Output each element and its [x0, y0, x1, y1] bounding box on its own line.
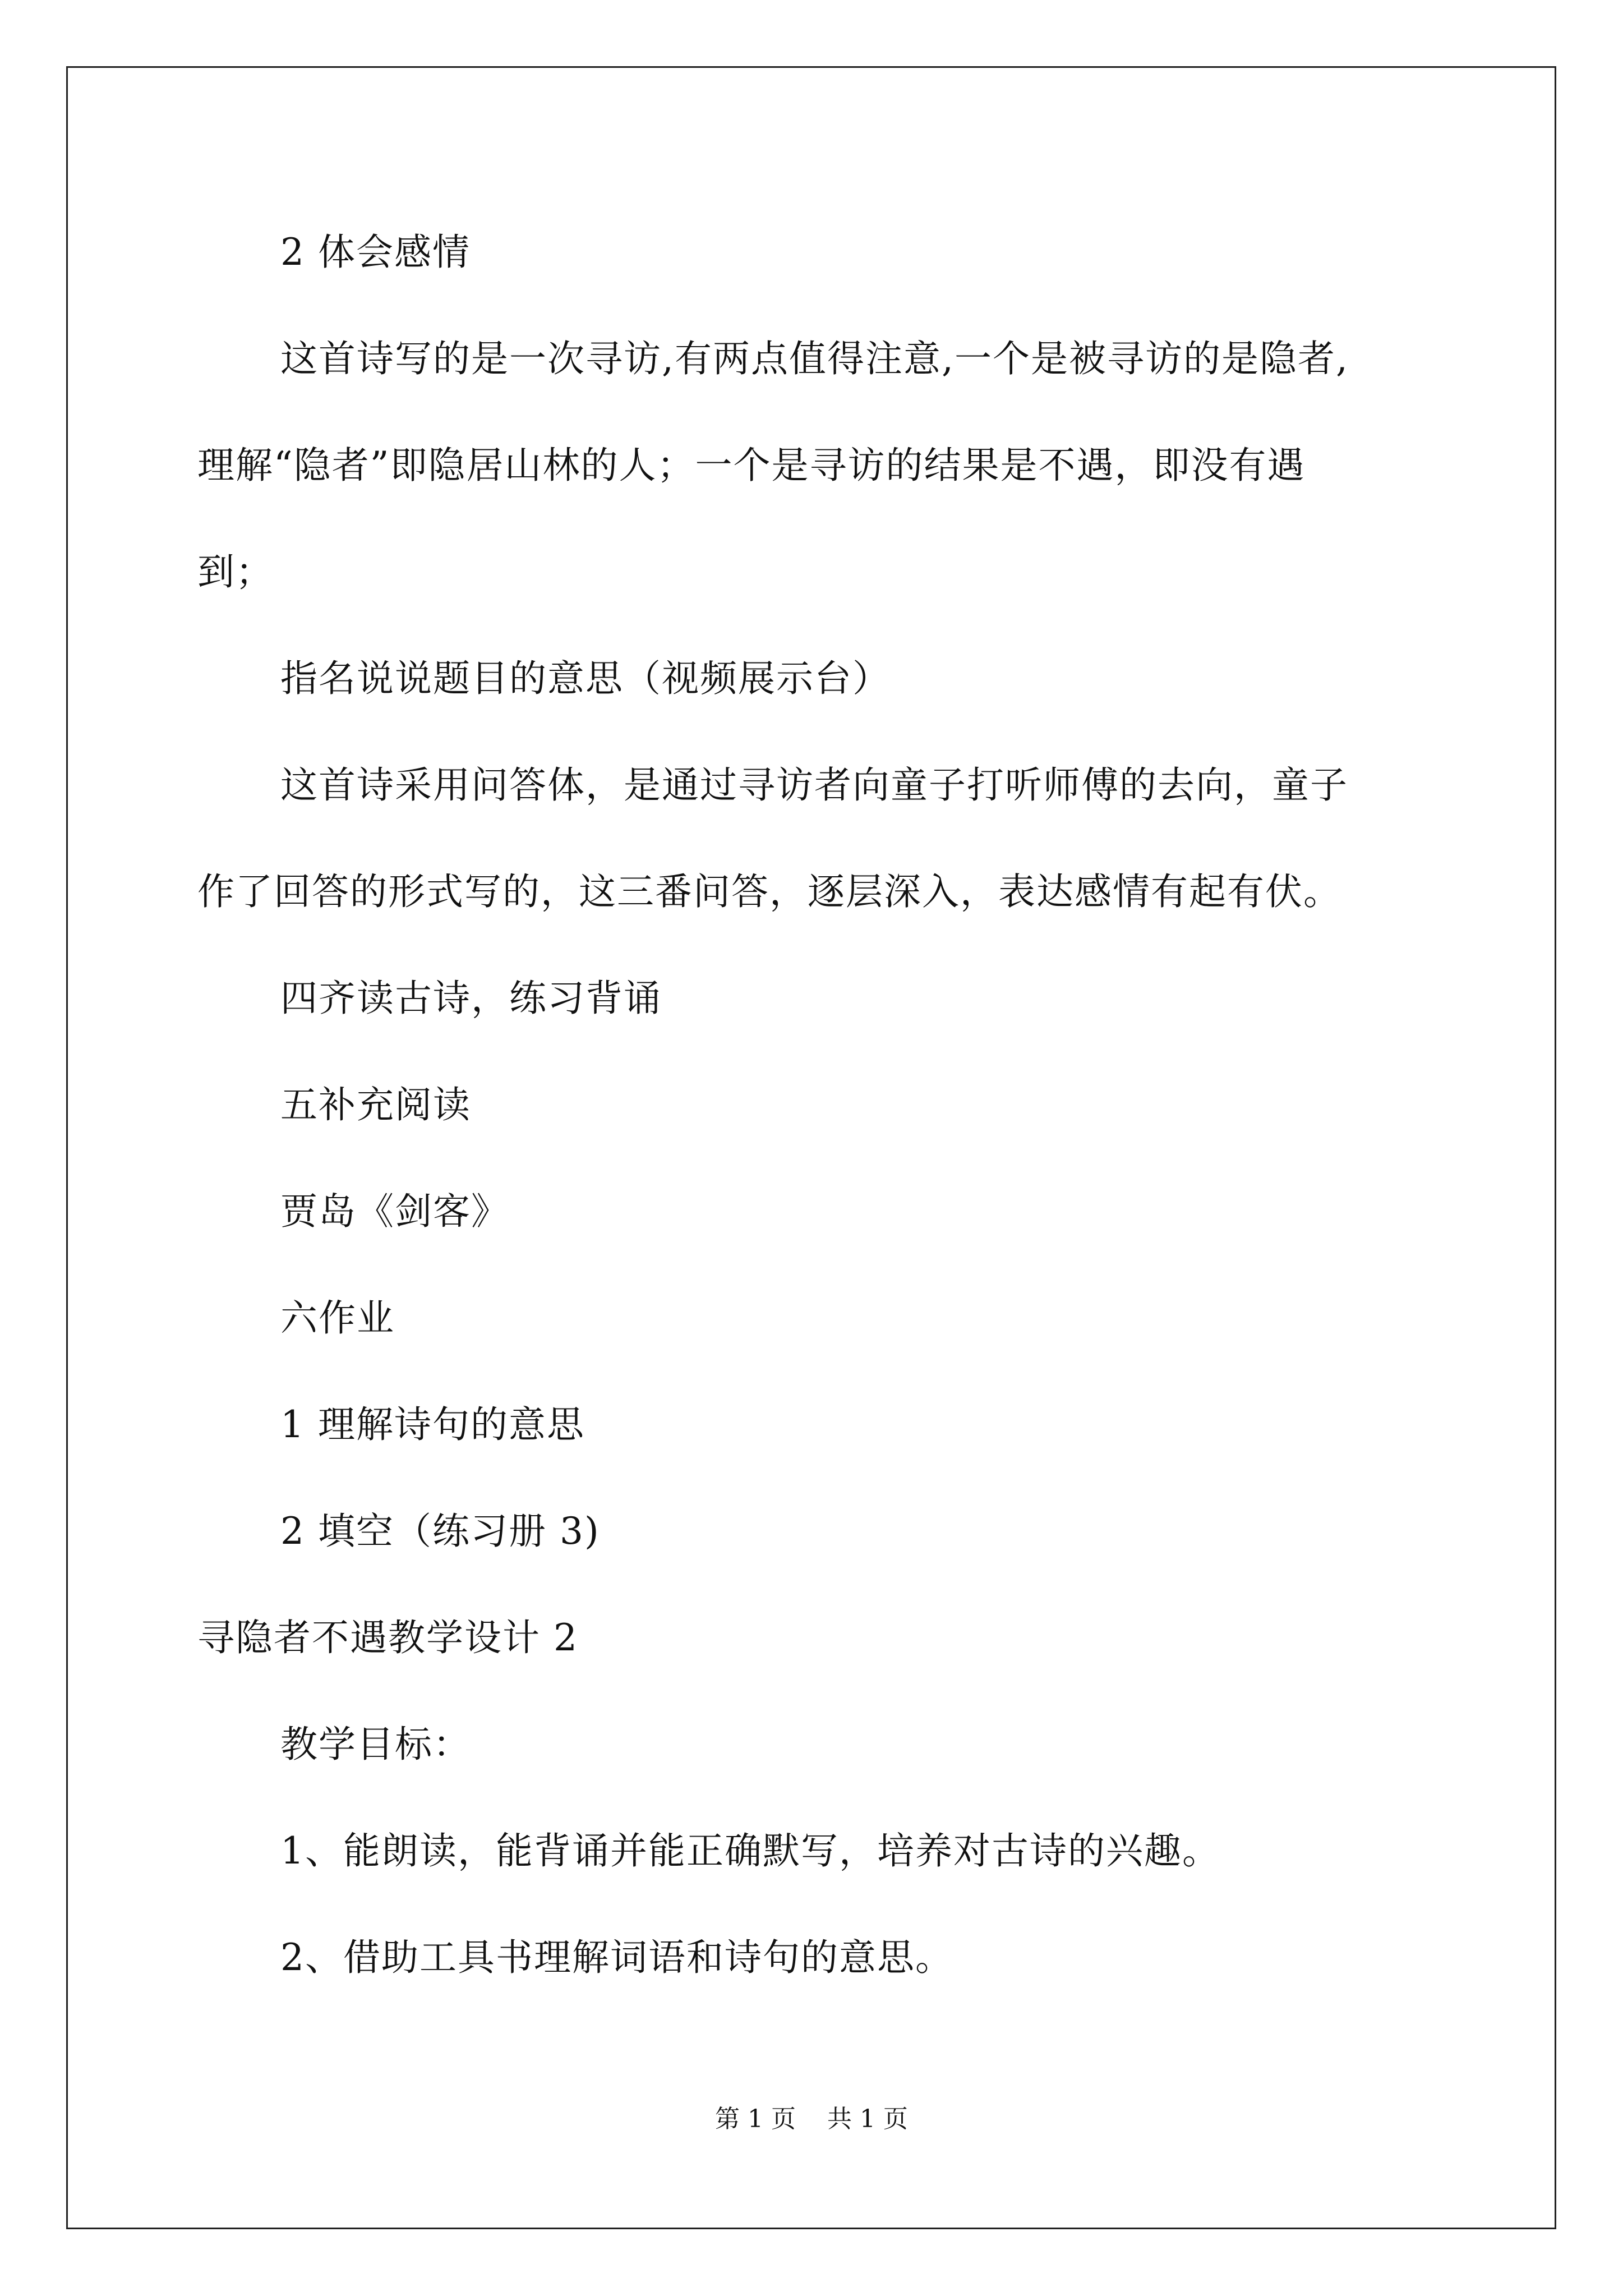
section-heading-homework: 六作业 — [280, 1296, 395, 1340]
objective-item: 1、能朗读，能背诵并能正确默写，培养对古诗的兴趣。 — [280, 1829, 1220, 1872]
section-heading-read-aloud: 四齐读古诗，练习背诵 — [280, 977, 662, 1020]
homework-item: 2 填空（练习册 3) — [280, 1510, 600, 1553]
paragraph-line: 这首诗写的是一次寻访,有两点值得注意,一个是被寻访的是隐者, — [280, 337, 1349, 380]
paragraph-line: 理解“隐者”即隐居山林的人；一个是寻访的结果是不遇，即没有遇 — [197, 444, 1306, 487]
paragraph-line: 这首诗采用问答体，是通过寻访者向童子打听师傅的去向，童子 — [280, 763, 1348, 807]
page-footer: 第 1 页 共 1 页 — [715, 2105, 908, 2133]
paragraph-line: 指名说说题目的意思（视频展示台） — [280, 657, 891, 700]
paragraph-line: 作了回答的形式写的，这三番问答，逐层深入，表达感情有起有伏。 — [197, 870, 1341, 913]
objective-item: 2、借助工具书理解词语和诗句的意思。 — [280, 1936, 953, 1979]
homework-item: 1 理解诗句的意思 — [280, 1403, 585, 1446]
page-border — [66, 66, 1556, 2229]
section-heading-feel-emotion: 2 体会感情 — [280, 231, 471, 274]
section-heading-extra-reading: 五补充阅读 — [280, 1083, 471, 1126]
reading-item: 贾岛《剑客》 — [280, 1190, 509, 1233]
paragraph-line: 到； — [197, 550, 274, 593]
section-heading-objectives: 教学目标： — [280, 1723, 471, 1766]
document-title: 寻隐者不遇教学设计 2 — [197, 1616, 578, 1659]
